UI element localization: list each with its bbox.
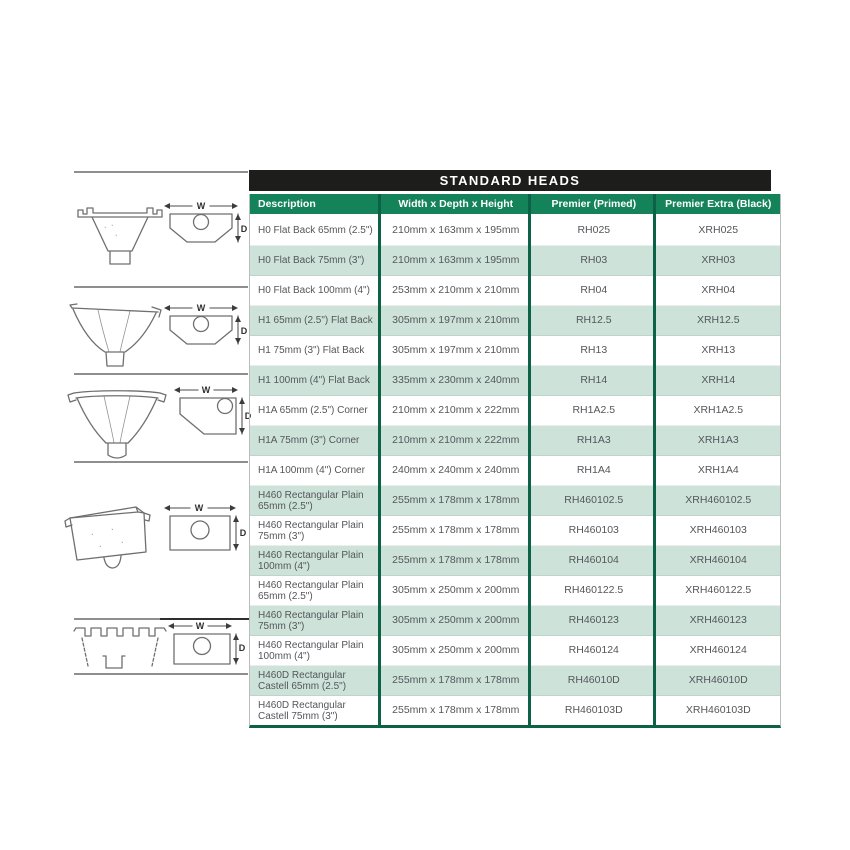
width-dimension-label: W (196, 201, 206, 211)
width-dimension-label: W (196, 303, 206, 313)
divider-line (74, 461, 248, 463)
column-separator (528, 194, 531, 725)
divider-line (74, 171, 248, 173)
table-row (250, 306, 780, 336)
cell-premier-extra: XRH460123 (689, 614, 747, 626)
cell-premier-primed: RH460102.5 (564, 494, 624, 506)
cell-dimensions: 335mm x 230mm x 240mm (392, 374, 520, 386)
cell-premier-primed: RH04 (580, 284, 608, 296)
cell-description: H1 75mm (3") Flat Back (258, 345, 365, 356)
cell-premier-extra: XRH460103 (689, 524, 747, 536)
cell-dimensions: 255mm x 178mm x 178mm (392, 554, 520, 566)
table-row (250, 366, 780, 396)
cell-dimensions: 240mm x 240mm x 240mm (392, 464, 520, 476)
cell-description: H1A 100mm (4") Corner (258, 465, 365, 476)
divider-line (74, 618, 162, 620)
cell-premier-extra: XRH460124 (689, 644, 747, 656)
cell-description: H460 Rectangular Plain 100mm (4") (258, 639, 364, 662)
cell-premier-extra: XRH460102.5 (685, 494, 752, 506)
cell-premier-extra: XRH460104 (689, 554, 747, 566)
cell-description: H1 100mm (4") Flat Back (258, 375, 370, 386)
divider-line (74, 286, 248, 288)
cell-premier-extra: XRH1A4 (697, 464, 739, 476)
cell-description: H460 Rectangular Plain 100mm (4") (258, 549, 364, 572)
cell-description: H460 Rectangular Plain 65mm (2.5") (258, 489, 364, 512)
standard-heads-table (250, 194, 780, 725)
h1-plan-view-drawing (160, 300, 248, 368)
cell-dimensions: 305mm x 250mm x 200mm (392, 584, 520, 596)
h1a-front-view-drawing (64, 381, 170, 461)
depth-dimension-label: D (238, 643, 246, 653)
column-separator (378, 194, 381, 725)
cell-dimensions: 305mm x 250mm x 200mm (392, 644, 520, 656)
table-row (250, 486, 780, 516)
cell-description: H460 Rectangular Plain 65mm (2.5") (258, 579, 364, 602)
cell-premier-primed: RH460124 (568, 644, 619, 656)
table-header-row (250, 194, 780, 215)
cell-description: H460D Rectangular Castell 75mm (3") (258, 699, 346, 722)
section-title-bar (249, 170, 771, 191)
h460d-front-view-drawing (70, 622, 170, 678)
cell-dimensions: 255mm x 178mm x 178mm (392, 494, 520, 506)
cell-premier-extra: XRH14 (701, 374, 736, 386)
cell-description: H0 Flat Back 100mm (4") (258, 285, 370, 296)
h460-plan-view-drawing (160, 500, 248, 562)
table-row (250, 456, 780, 486)
table-row (250, 546, 780, 576)
section-title: STANDARD HEADS (439, 173, 581, 188)
cell-premier-extra: XRH1A2.5 (693, 404, 744, 416)
h0-front-view-drawing (72, 197, 168, 281)
cell-premier-primed: RH1A4 (576, 464, 611, 476)
cell-premier-extra: XRH460103D (685, 704, 751, 716)
cell-premier-extra: XRH03 (701, 254, 736, 266)
cell-premier-primed: RH025 (577, 224, 611, 236)
cell-premier-primed: RH12.5 (575, 314, 612, 326)
depth-dimension-label: D (240, 326, 248, 336)
table-row (250, 215, 780, 246)
cell-dimensions: 210mm x 163mm x 195mm (392, 254, 520, 266)
depth-dimension-label: D (239, 528, 247, 538)
cell-dimensions: 305mm x 197mm x 210mm (392, 344, 520, 356)
cell-premier-primed: RH460123 (568, 614, 619, 626)
cell-premier-primed: RH13 (580, 344, 608, 356)
h460-front-view-drawing (62, 494, 174, 578)
cell-premier-extra: XRH025 (698, 224, 739, 236)
cell-dimensions: 210mm x 163mm x 195mm (392, 224, 520, 236)
standard-heads-table-container (249, 194, 781, 728)
cell-premier-primed: RH03 (580, 254, 608, 266)
cell-description: H460D Rectangular Castell 65mm (2.5") (258, 669, 347, 692)
divider-line (74, 673, 248, 675)
cell-dimensions: 253mm x 210mm x 210mm (392, 284, 520, 296)
cell-dimensions: 255mm x 178mm x 178mm (392, 704, 520, 716)
cell-premier-primed: RH460103D (564, 704, 623, 716)
column-header-dimensions: Width x Depth x Height (380, 194, 531, 215)
cell-premier-extra: XRH460122.5 (685, 584, 752, 596)
column-header-premier-extra: Premier Extra (Black) (657, 194, 780, 215)
width-dimension-label: W (194, 503, 204, 513)
cell-description: H460 Rectangular Plain 75mm (3") (258, 609, 364, 632)
table-row (250, 516, 780, 546)
cell-description: H460 Rectangular Plain 75mm (3") (258, 519, 364, 542)
table-row (250, 396, 780, 426)
cell-premier-primed: RH460122.5 (564, 584, 624, 596)
table-row (250, 246, 780, 276)
cell-premier-extra: XRH1A3 (697, 434, 739, 446)
table-row (250, 696, 780, 726)
cell-premier-primed: RH46010D (567, 674, 620, 686)
table-row (250, 336, 780, 366)
table-row (250, 666, 780, 696)
column-header-description: Description (250, 194, 380, 215)
cell-premier-extra: XRH46010D (688, 674, 748, 686)
cell-premier-extra: XRH04 (701, 284, 736, 296)
table-row (250, 606, 780, 636)
cell-description: H1A 75mm (3") Corner (258, 435, 360, 446)
cell-dimensions: 210mm x 210mm x 222mm (392, 404, 520, 416)
cell-premier-primed: RH1A3 (576, 434, 611, 446)
table-row (250, 426, 780, 456)
cell-dimensions: 255mm x 178mm x 178mm (392, 524, 520, 536)
cell-dimensions: 210mm x 210mm x 222mm (392, 434, 520, 446)
cell-description: H1 65mm (2.5") Flat Back (258, 315, 373, 326)
cell-dimensions: 305mm x 250mm x 200mm (392, 614, 520, 626)
cell-premier-extra: XRH12.5 (696, 314, 740, 326)
cell-description: H0 Flat Back 75mm (3") (258, 255, 365, 266)
table-row (250, 636, 780, 666)
divider-line (74, 373, 248, 375)
h0-plan-view-drawing (160, 198, 248, 268)
column-separator (653, 194, 656, 725)
table-row (250, 276, 780, 306)
cell-premier-primed: RH1A2.5 (572, 404, 616, 416)
cell-dimensions: 255mm x 178mm x 178mm (392, 674, 520, 686)
cell-premier-primed: RH460104 (568, 554, 619, 566)
h1-front-view-drawing (64, 296, 168, 376)
cell-premier-primed: RH460103 (568, 524, 619, 536)
cell-dimensions: 305mm x 197mm x 210mm (392, 314, 520, 326)
column-header-premier-primed: Premier (Primed) (531, 194, 656, 215)
h460d-plan-view-drawing (162, 618, 248, 676)
table-row (250, 576, 780, 606)
cell-description: H1A 65mm (2.5") Corner (258, 405, 368, 416)
h1a-plan-view-drawing (168, 382, 252, 452)
width-dimension-label: W (195, 621, 205, 631)
width-dimension-label: W (201, 385, 211, 395)
depth-dimension-label: D (244, 411, 252, 421)
cell-premier-extra: XRH13 (701, 344, 736, 356)
depth-dimension-label: D (240, 224, 248, 234)
cell-premier-primed: RH14 (580, 374, 608, 386)
cell-description: H0 Flat Back 65mm (2.5") (258, 225, 373, 236)
